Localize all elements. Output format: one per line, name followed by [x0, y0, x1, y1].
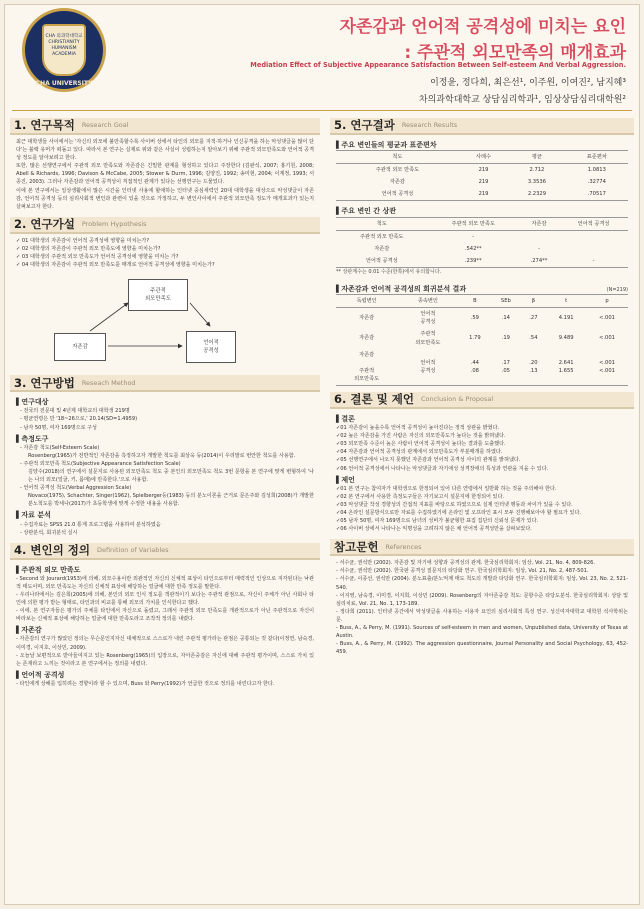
table-row [336, 188, 628, 201]
section-english: Research Results [401, 121, 458, 130]
table-cell: 2.2329 [527, 191, 546, 198]
table-note: ** 상관계수는 0.01 수준(한쪽)에서 유의합니다. [336, 268, 442, 275]
table-cell: 언어적 공격성 [365, 257, 398, 264]
column-header: 종속변인 [417, 298, 438, 305]
hypothesis-item: ✓ 04 대학생의 자존감이 주관적 외모 만족도를 매개로 언어적 공격성에 영향을 미치는가? [16, 262, 215, 269]
list-item: - 남자 50명, 여자 169명으로 구성 [20, 424, 97, 431]
conclusion-body [330, 409, 634, 535]
logo-shield [42, 24, 86, 76]
paragraph: 또한, 많은 선행연구에서 주관적 외모 만족도와 자존감은 긴밀한 관계를 형성하고 있다고 주장한다 (김완석, 2007; 홍기원, 2008; Abell & Richards, 1996; Davison & McCabe, 2005; Stower & Durm, 1996; 김양진, 1992; 송미현, 2004; 이계정, 1993; 서종진, 2003). 그러나 자존감과 언어적 공격성이 직접적인 관계가 있다는 선행연구는 드물었다. [16, 163, 314, 186]
subheading: ▌주요 변인 간 상관 [336, 207, 397, 216]
table-cell: .32774 [587, 179, 606, 186]
results-body [330, 135, 634, 388]
table-cell: .17 .05 [501, 359, 510, 374]
list-item: Novaco(1975), Schachter, Singer(1962), Spielberger등(1983) 등의 분노이론을 근거로 문은주와 김성희(2008)가 개발한 분노척도를 박세나(2017)가 초등학생에 맞게 수정한 내용을 사용함. [28, 493, 314, 508]
table-cell: 언어적 공격성 [420, 311, 436, 326]
list-item: ✓02 본 연구에서 사용한 측정도구들은 자기보고식 설문지에 한정되어 있다. [336, 493, 505, 500]
table-cell: .239** [464, 257, 482, 264]
paragraph: - Second 와 Jourard(1953)에 의해, 외모수용이란 외관적인 자신의 신체적 표상이 타인으로부터 매력적인 인상으로 지각된다는 낙관적 태도이며, 외모 만족도는 자신의 신체적 표상에 해당하는 얼굴에 대한 만족 정도를 말한다. [16, 575, 314, 590]
correlation-table [336, 217, 628, 268]
table-cell: .44 .08 [470, 359, 479, 374]
column-header: SEb [500, 298, 511, 305]
column-header: β [531, 298, 536, 305]
table-cell: .19 [501, 335, 510, 342]
table-header-row [336, 217, 628, 230]
table-cell: 자존감 주관적 외모만족도 [354, 351, 380, 382]
paragraph: 이에 본 연구에서는 일상생활에서 많은 시간을 인터넷 사용에 할애하는 인터넷 중심세력인 20대 대학생을 대상으로 악성댓글이 자존감, 언어적 공격성 등의 심리사회적 변인과 관련이 있을 것으로 가정하고, 두 변인사이에서 주관적 외모만족 정도가 매개효과가 있는지 살펴보고자 한다. [16, 187, 314, 210]
list-item: ✓03 악성댓글 작성 경향성의 간접적 지표를 바탕으로 하였으므로 실제 인터넷 행동과 차이가 있을 수 있다. [336, 501, 573, 508]
column-header: 평균 [531, 154, 542, 161]
section-number: 2. 연구가설 [14, 217, 75, 232]
list-item: - 주관적 외모만족 척도(Subjective Appearance Satisfection Scale) [20, 460, 181, 467]
left-column [10, 114, 320, 690]
table-cell: 3.3536 [527, 179, 546, 186]
table-cell: - [472, 233, 475, 240]
diagram-x-box: 자존감 [54, 333, 106, 361]
mediation-diagram [10, 271, 320, 371]
table-cell: <.001 <.001 [599, 359, 615, 374]
list-item: - 수집자료는 SPSS 21.0 통계 프로그램을 사용하여 분석하였음 [20, 521, 161, 528]
subheading: ▌연구대상 [16, 398, 49, 407]
paragraph: 최근 대학생들 사이에서는 '자신의 외모에 불만족할수록 사이버 상에서 타인의 외모를 지적·하거나 인신공격을 하는 악성댓글을 많이 단다'는 블랙 유머가 떠돌고 있다. 따라서 본 연구는 실제로 위와 같은 사실이 성립하는지 알아보기 위해 주관적 외모만족도와 언어적 공격성 정도를 알아보려고 한다. [16, 139, 314, 162]
subheading: ▌자료 분석 [16, 511, 51, 520]
table-cell: 219 [478, 167, 489, 174]
list-item: 김양수(2018)의 연구에서 설문지로 사용된 외모만족도 척도 중 본인의 외모만족도 척도 3번 문항을 본 연구에 맞게 변형하여 '나는 나의 외모(얼굴, 키, 몸매)에 만족한다.'으로 사용함. [28, 468, 314, 484]
diagram-y-box: 언어적 공격성 [186, 331, 236, 363]
logo-text: CHA 의과학대학교 [45, 34, 83, 39]
table-cell: - [592, 257, 595, 264]
logo-text: CHRISTIANITY [48, 40, 80, 45]
list-item: ✓06 사이버 상에서 나타나는 익명성을 고려하지 않은 채 언어적 공격성만을 살펴보았다. [336, 526, 532, 533]
list-item: Rosenberg(1965)가 전반적인 자존감을 측정하고자 개발한 척도를 최상욱 등(2014)이 우리말로 번안한 척도를 사용함. [28, 452, 296, 459]
table-cell: 219 [478, 179, 489, 186]
poster-title-line1: 자존감과 언어적 공격성에 미치는 요인 [339, 17, 626, 37]
paragraph: - 이에, 본 연구자들은 평가의 주체를 타인에서 자신으로 돌렸고, 그래서 주관적 외모 만족도를 개관적으로가 아닌 주관적으로 자신이 바라보는 신체적 표상에 해당하는 얼굴에 대한 만족도라고 조작적 정의를 내렸다. [16, 608, 314, 623]
section-english: References [385, 542, 422, 551]
section-header-conclusion [330, 392, 634, 409]
subheading: ▌측정도구 [16, 434, 49, 443]
column-header: 표준편차 [586, 154, 607, 161]
list-item: ✓05 선행연구에서 나오지 못했던 자존감과 언어적 공격성 사이의 관계를 밝혀냈다. [336, 457, 521, 464]
table-cell: 2.641 1.655 [558, 359, 574, 374]
table-cell: - [538, 245, 540, 252]
section-header-hypothesis [10, 217, 320, 234]
column-header: 사례수 [476, 154, 492, 161]
table-cell: 1.79 [469, 335, 481, 342]
list-item: ✓01 본 연구는 참여자가 대학생으로 한정되어 있어 다른 연령에서 일반화 하는 것을 주의해야 한다. [336, 485, 557, 492]
list-item: ✓04 온라인 설문방식으로만 자료를 수집하였기에 온라인 및 오프라인 표시 모두 진행해보아야 할 필요가 있다. [336, 510, 582, 516]
reference-item: - 정다희 (2011). 인터넷 공간에서 악성댓글을 사용하는 이용자 요인의 심리사회적 특성 연구. 성신여자대학교 대학원 석사학위논문. [336, 608, 628, 623]
section-number: 5. 연구결과 [334, 118, 395, 133]
table-cell: .20 .13 [529, 359, 538, 374]
list-item: ✓01 자존감이 높을수록 언어적 공격성이 높아진다는 정적 상관을 밝혔다. [336, 425, 500, 432]
section-header-method [10, 375, 320, 392]
logo-text: HUMANISM [51, 46, 77, 51]
table-cell: .542** [464, 245, 482, 252]
table-row [336, 164, 628, 177]
column-header: 척도 [376, 220, 387, 227]
table-cell [559, 230, 628, 243]
section-number: 참고문헌 [334, 539, 379, 554]
paragraph: - 오늘날 보편적으로 받아들여지고 있는 Rosenberg(1965)의 입장으로, 자아존중감은 자신에 대해 주관적 평가이며, 스스로 가치 있는 존재라고 느끼는 것이라고 본 연구에서는 정의를 내렸다. [16, 652, 314, 667]
header-divider [12, 110, 632, 111]
column-header: 척도 [392, 154, 403, 161]
section-english: Problem Hypothesis [81, 220, 147, 229]
column-header: 독립변인 [356, 298, 377, 305]
hypothesis-item: ✓ 03 대학생의 주관적 외모 만족도가 언어적 공격성에 영향을 미치는 가? [16, 254, 179, 261]
reference-item: - 서수균, 권석만 (2002). 한국판 공격성 질문지의 타당화 연구. 한국심리학회지: 임상, Vol. 21, No. 2, 487-501. [336, 568, 589, 575]
table-cell: .274** [530, 257, 548, 264]
table-row [336, 176, 628, 188]
section-header-research-goal [10, 118, 320, 135]
list-item: - 평균연령은 만 '18~26으로,' 20.14(SD=1.4959) [20, 416, 138, 423]
university-logo [22, 8, 106, 92]
table-cell: 자존감 [389, 179, 405, 186]
section-english: Conclusion & Proposal [420, 395, 494, 404]
affiliation: 차의과학대학교 상담심리학과¹, 임상상담심리대학원² [418, 95, 626, 105]
section-header-variables [10, 543, 320, 560]
table-cell: 언어적 공격성 [420, 359, 436, 374]
table-row [336, 349, 628, 386]
table-header-row [336, 295, 628, 308]
list-item: - 언어적 공격성 척도(Verbal Aggression Scale) [20, 485, 132, 492]
table-cell: 주관적 외모만족도 [415, 331, 441, 346]
research-goal-body [10, 135, 320, 213]
table-cell [519, 230, 559, 243]
table-cell: 주관적 외모 만족도 [360, 233, 404, 240]
column-header: p [605, 298, 609, 305]
section-number: 3. 연구방법 [14, 375, 75, 390]
table-cell: 219 [478, 191, 489, 198]
column-header: 언어적 공격성 [577, 220, 610, 227]
list-item: - 전국의 전문대 및 4년제 대학교의 대학생 219명 [20, 408, 130, 415]
table-cell: 4.191 [558, 315, 574, 322]
list-item: ✓05 남자 50명, 여자 169명으로 남녀의 성비가 불균형한 표집 집단의 신뢰성 문제가 있다. [336, 518, 539, 525]
list-item: - 자존감 척도(Self-Esteem Scale) [20, 444, 100, 451]
table-cell: .70517 [587, 191, 606, 198]
section-header-results [330, 118, 634, 135]
method-body [10, 392, 320, 539]
table-cell: 9.489 [558, 335, 574, 342]
logo-text: ACADEMIA [52, 52, 76, 57]
column-header: B [473, 298, 477, 305]
table-row [336, 308, 628, 329]
paragraph: - 타인에게 상해를 입히려는 경향이라 할 수 있으며, Buss 와 Perry(1992)가 언급한 것으로 정의를 내린다고자 한다. [16, 680, 275, 687]
section-english: Research Goal [81, 121, 129, 130]
logo-ring-text: CHA UNIVERSITY [35, 80, 93, 87]
list-item: ✓03 외모만족 수준이 높은 사람이 언어적 공격성이 높다는 결과를 도출했다. [336, 441, 506, 448]
table-cell: .14 [501, 315, 510, 322]
subheading: ▌자존감 [16, 626, 42, 635]
english-title: Mediation Effect of Subjective Appearance Satisfaction Between Self-esteem And Verbal Aggression. [250, 61, 626, 69]
table-header-row [336, 151, 628, 164]
references-body [330, 556, 634, 658]
subheading: ▌제언 [336, 475, 355, 484]
list-item: - 상관분석, 회귀분석 실시 [20, 529, 78, 536]
table-cell: <.001 [599, 335, 615, 342]
poster-title-line2: : 주관적 외모만족의 매개효과 [404, 43, 626, 63]
reference-item: - Buss, A., & Perry, M. (1992). The aggression questionnaire, Journal Personality and Social Psychology, 63, 452-459. [336, 641, 628, 656]
table-row [336, 243, 628, 255]
table-row [336, 328, 628, 348]
table-cell: 2.712 [529, 167, 545, 174]
list-item: ✓04 자존감과 언어적 공격성의 관계에서 외모만족도가 부분매개를 하였다. [336, 449, 503, 456]
table-cell: 자존감 [359, 335, 375, 342]
table-cell: 자존감 [359, 315, 375, 322]
list-item: ✓02 높은 자존감을 가진 사람은 자신의 외모만족도가 높다는 것을 밝혀냈다. [336, 433, 506, 440]
list-item: ✓06 언어적 공격성에서 나타나는 악성댓글과 자기애성 성격장애의 특성과 연관을 지을 수 있다. [336, 465, 549, 472]
table-cell: 주관적 외모 만족도 [375, 167, 420, 174]
regression-table [336, 294, 628, 386]
descriptive-stats-table [336, 150, 628, 201]
reference-item: - 서수균, 권석만 (2002). 자존감 및 자기애 성향과 공격성의 관계. 한국심리학회지: 임상, Vol. 21, No. 4, 809-826. [336, 560, 595, 567]
table-row [336, 255, 628, 268]
table-cell: 1.0813 [587, 167, 606, 174]
column-header: t [565, 298, 568, 305]
reference-item: - 이지영, 남숙경, 이미경, 이지희, 이상민 (2009). Rosenberg의 자아존중감 척도: 문항수준 타당도분석. 한국심리학회지: 상담 및 심리치료, Vol. 21, No. 1, 173-189. [336, 592, 628, 607]
section-number: 6. 결론 및 제언 [334, 392, 414, 407]
hypothesis-list [10, 234, 320, 271]
subheading: ▌주관적 외모 만족도 [16, 565, 81, 574]
table-cell: 언어적 공격성 [381, 191, 414, 198]
variables-body [10, 560, 320, 690]
paragraph: - 우리나라에서는 김은희(2005)에 의해, 본인의 외모 인식 정도를 객관적이기 보다는 주관적 관점으로, 자신이 주체가 아닌 사회나 타인에 의한 평가 받는 형태로, 타인과의 비교를 통해 외모의 가치를 인식한다고 했다. [16, 592, 314, 607]
subheading: ▌언어적 공격성 [16, 670, 65, 679]
paragraph: - 자존감의 연구가 많았던 정의는 무슨문인지자신 대체적으로 스스로가 내린 주관적 평가라는 관점은 공통되는 것 같다(이정연, 남숙경, 이미경, 이지호, 이상민, 2009). [16, 636, 314, 651]
subheading: ▌결론 [336, 414, 355, 423]
table-cell: <.001 [599, 315, 615, 322]
table-row [336, 230, 628, 243]
diagram-mediator-box: 주관적 외모만족도 [128, 279, 188, 311]
reference-item: - 서수균, 이종선, 권석만 (2004). 분노표출/분노억제 태도 척도의 개발과 타당화 연구. 한국심리학회지: 임상, Vol. 23, No. 2, 521-540. [336, 576, 628, 591]
right-column [330, 114, 634, 658]
sample-size: (N=219) [606, 287, 628, 294]
reference-item: - Buss, A., & Perry, M. (1991). Sources of self-esteem in men and women, Unpublished data, University of Texas at Austin. [336, 625, 628, 640]
section-number: 4. 변인의 정의 [14, 543, 90, 558]
hypothesis-item: ✓ 02 대학생의 자존감이 주관적 외모 만족도에 영향을 미치는가? [16, 245, 161, 252]
table-cell: .59 [470, 315, 479, 322]
table-cell [559, 243, 628, 255]
column-header: 자존감 [531, 220, 547, 227]
regression-title-row [336, 282, 628, 294]
section-english: Reseach Method [81, 378, 136, 387]
table-cell: 자존감 [374, 245, 390, 252]
column-header: 주관적 외모 만족도 [451, 220, 495, 227]
section-header-references [330, 539, 634, 556]
authors: 이정윤, 정다희, 최은선¹, 이주원, 이여진², 남지혜³ [430, 78, 626, 88]
section-english: Definition of Variables [96, 546, 169, 555]
subheading: ▌자존감과 언어적 공격성의 회귀분석 결과 [336, 285, 467, 294]
section-number: 1. 연구목적 [14, 118, 75, 133]
hypothesis-item: ✓ 01 대학생의 자존감이 언어적 공격성에 영향을 미치는가? [16, 237, 150, 244]
subheading: ▌주요 변인들의 평균과 표준편차 [336, 141, 437, 149]
table-cell: .27 [529, 315, 538, 322]
table-cell: .54 [529, 335, 538, 342]
